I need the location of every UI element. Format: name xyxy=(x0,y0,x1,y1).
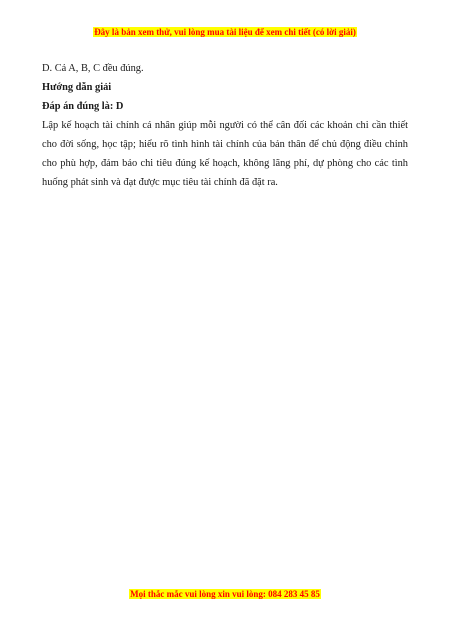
contact-banner xyxy=(0,588,450,600)
preview-notice-text: Đây là bản xem thử, vui lòng mua tài liệu để xem chi tiết (có lời giải) xyxy=(94,27,356,37)
solution-heading: Hướng dẫn giải xyxy=(42,82,112,93)
contact-text: Mọi thắc mắc vui lòng xin vui lòng: 084 283 45 85 xyxy=(130,589,320,599)
answer-option-d: D. Cả A, B, C đều đúng. xyxy=(42,63,144,74)
solution-explanation: Lập kế hoạch tài chính cá nhân giúp mỗi người có thể cân đối các khoản chi cần thiết cho đời sống, học tập; hiểu rõ tình hình tài chính của bản thân để chủ động điều chỉnh cho phù hợp, đảm bảo chi tiêu đúng kế hoạch, không lãng phí, dự phòng cho các tình huống phát sinh và đạt được mục tiêu tài chính đã đặt ra. xyxy=(42,120,408,188)
document-body xyxy=(42,59,408,192)
preview-notice-banner xyxy=(0,26,450,38)
correct-answer: Đáp án đúng là: D xyxy=(42,101,124,112)
